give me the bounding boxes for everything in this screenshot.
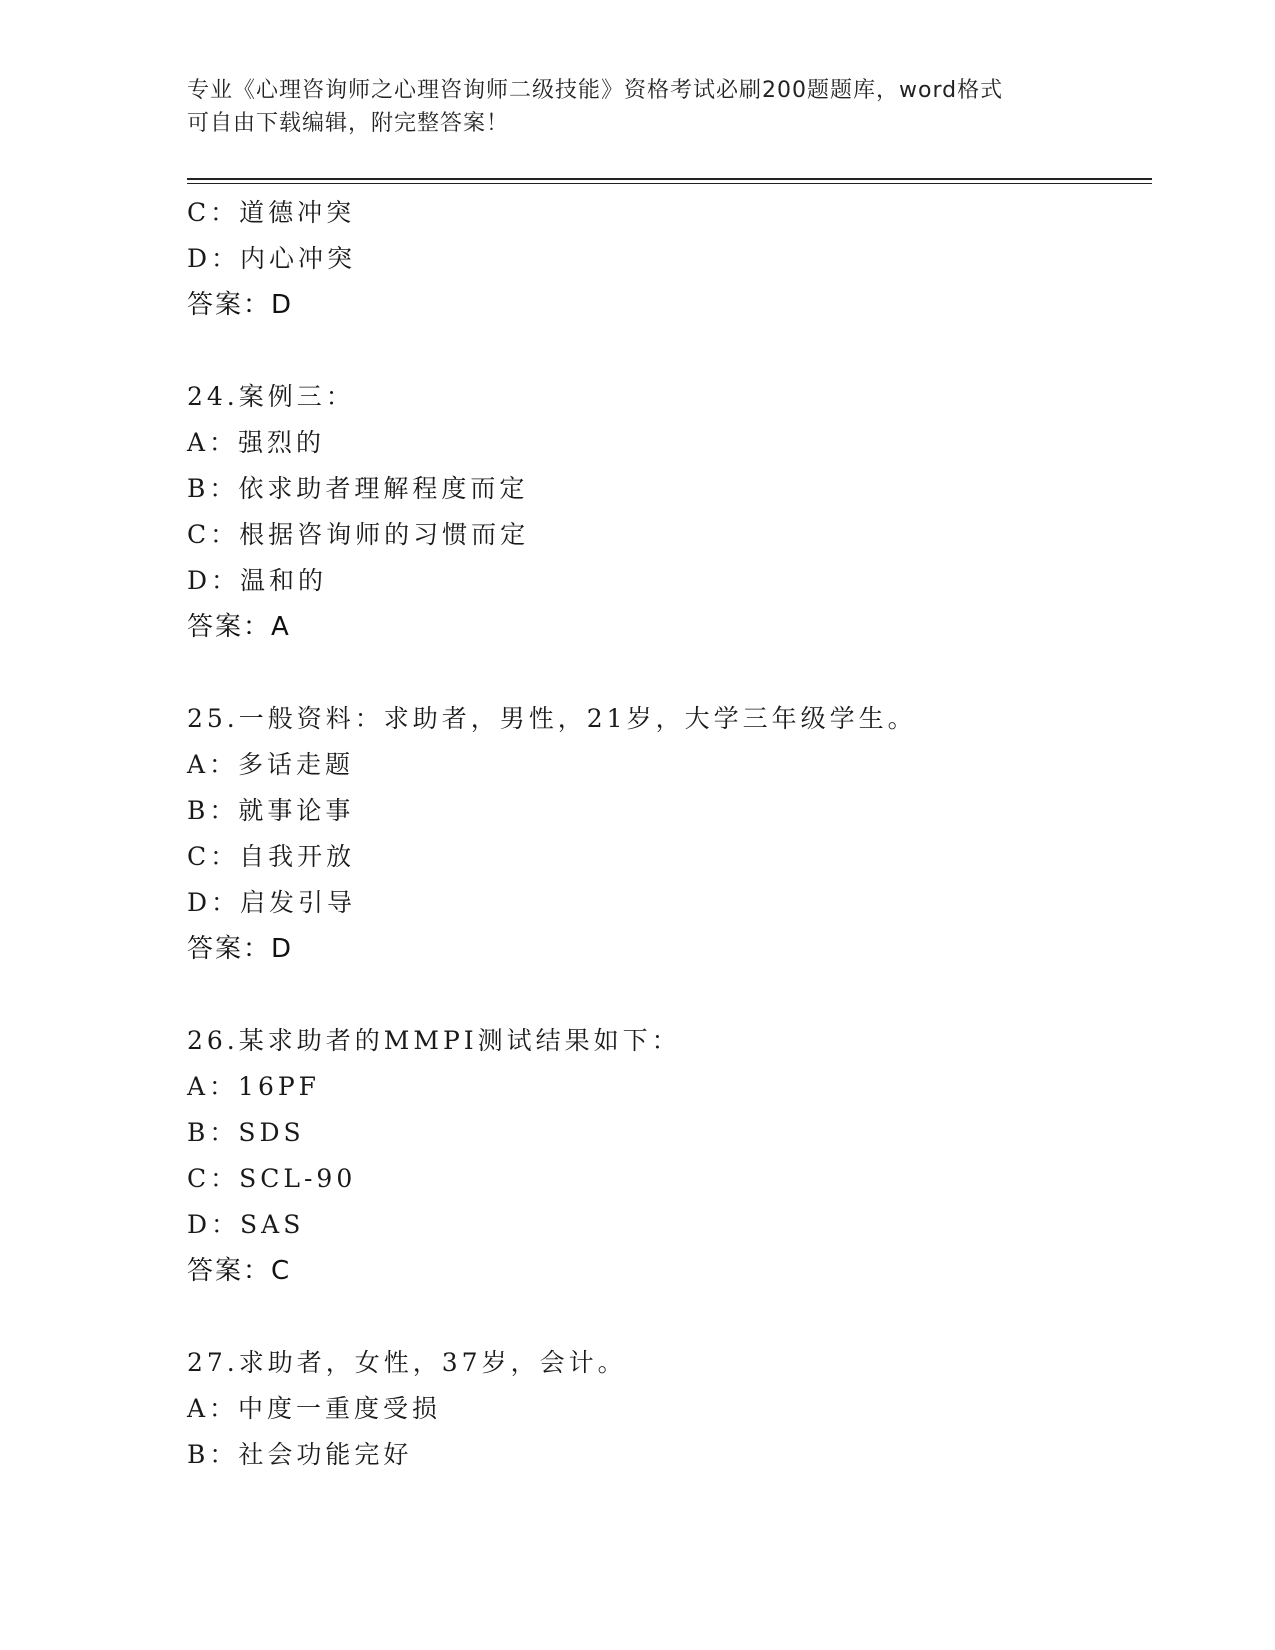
question-block [187,374,1152,696]
question-stem: 26.某求助者的MMPI测试结果如下： [187,1026,681,1055]
question-block [187,1018,1152,1340]
option-line: B：就事论事 [187,796,355,825]
option-line: B：SDS [187,1118,305,1147]
block-spacer [187,650,1152,696]
question-block [187,1340,1152,1478]
block-spacer [187,972,1152,1018]
header-divider-thick [187,178,1152,180]
question-stem: 25.一般资料：求助者，男性，21岁，大学三年级学生。 [187,704,917,733]
option-line: A：16PF [187,1072,321,1101]
header-divider-thin [187,183,1152,184]
header-title-line-2: 可自由下载编辑，附完整答案！ [187,111,510,136]
option-line: A：强烈的 [187,428,326,457]
option-line: D：温和的 [187,566,328,595]
option-line: A：中度一重度受损 [187,1394,442,1423]
question-stem: 27.求助者，女性，37岁，会计。 [187,1348,627,1377]
answer-line: 答案：A [187,612,291,642]
answer-line: 答案：D [187,934,294,964]
option-line: C：根据咨询师的习惯而定 [187,520,530,549]
block-spacer [187,328,1152,374]
question-block [187,190,1152,374]
question-list [187,190,1152,1478]
option-line: A：多话走题 [187,750,355,779]
answer-line: 答案：C [187,1256,292,1286]
option-line: C：SCL-90 [187,1164,357,1193]
option-line: B：依求助者理解程度而定 [187,474,529,503]
option-line: D：启发引导 [187,888,357,917]
option-line: B：社会功能完好 [187,1440,413,1469]
document-header [187,74,1087,140]
option-line: D：内心冲突 [187,244,357,273]
question-block [187,696,1152,1018]
header-title-line-1: 专业《心理咨询师之心理咨询师二级技能》资格考试必刷200题题库，word格式 [187,78,1004,103]
option-line: C：道德冲突 [187,198,356,227]
question-stem: 24.案例三： [187,382,355,411]
answer-line: 答案：D [187,290,294,320]
block-spacer [187,1294,1152,1340]
option-line: D：SAS [187,1210,305,1239]
option-line: C：自我开放 [187,842,356,871]
